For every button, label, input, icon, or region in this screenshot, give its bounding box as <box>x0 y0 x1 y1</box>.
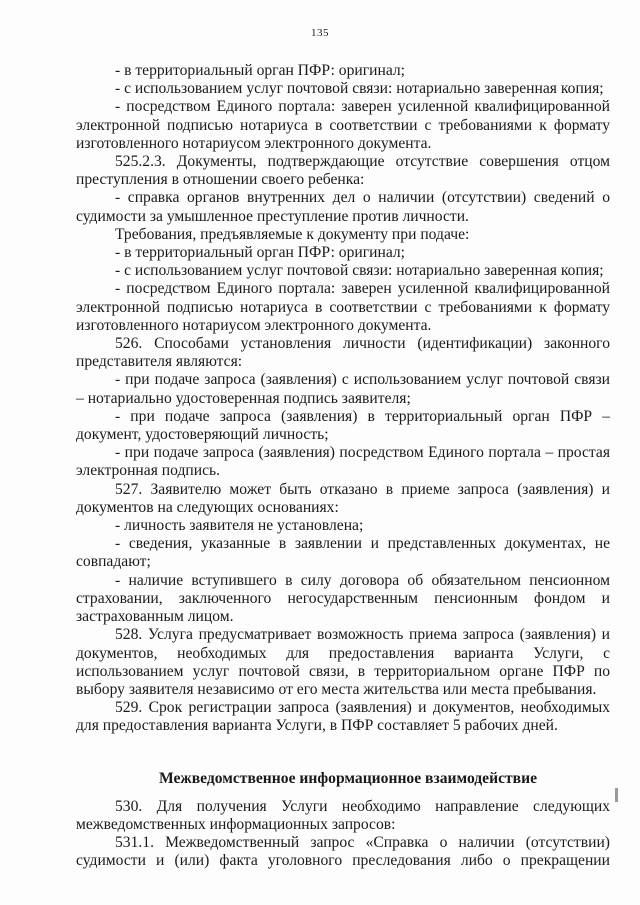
paragraph: - личность заявителя не установлена; <box>115 517 364 535</box>
section-heading: Межведомственное информационное взаимодействие <box>159 769 537 787</box>
page-number: 135 <box>311 27 329 39</box>
paragraph: - в территориальный орган ПФР: оригинал; <box>115 244 406 262</box>
paragraph: - с использованием услуг почтовой связи: нотариально заверенная копия; <box>115 262 604 280</box>
paragraph: 526. Способами установления личности (идентификации) законного представителя являются: <box>76 335 610 371</box>
paragraph: 530. Для получения Услуги необходимо направление следующих межведомственных информационных запросов: <box>76 797 610 833</box>
paragraph: - при подаче запроса (заявления) посредством Единого портала – простая электронная подпись. <box>76 444 610 480</box>
document-body <box>76 62 610 871</box>
paragraph: 529. Срок регистрации запроса (заявления) и документов, необходимых для предоставления варианта Услуги, в ПФР составляет 5 рабочих дней. <box>76 699 610 735</box>
paragraph: 528. Услуга предусматривает возможность приема запроса (заявления) и документов, необходимых для предоставления варианта Услуги, с использованием услуг почтовой связи, в территориальном органе ПФР по выбору заявителя независимо от его места жительства или места пребывания. <box>76 626 610 698</box>
paragraph: 525.2.3. Документы, подтверждающие отсутствие совершения отцом преступления в отношении своего ребенка: <box>76 153 610 189</box>
paragraph: - при подаче запроса (заявления) в территориальный орган ПФР – документ, удостоверяющий личность; <box>76 407 610 444</box>
paragraph: 531.1. Межведомственный запрос «Справка о наличии (отсутствии) судимости и (или) факта уголовного преследования либо о прекращении <box>76 834 610 870</box>
paragraph: - сведения, указанные в заявлении и представленных документах, не совпадают; <box>76 535 610 571</box>
paragraph: - с использованием услуг почтовой связи: нотариально заверенная копия; <box>115 80 604 98</box>
paragraph: 527. Заявителю может быть отказано в приеме запроса (заявления) и документов на следующих основаниях: <box>76 480 610 516</box>
paragraph: Требования, предъявляемые к документу при подаче: <box>115 225 470 243</box>
paragraph: - в территориальный орган ПФР: оригинал; <box>115 62 406 79</box>
scan-artifact-mark <box>615 788 618 802</box>
paragraph: - посредством Единого портала: заверен усиленной квалифицированной электронной подписью нотариуса в соответствии с требованиями к формату изготовленного нотариусом электронного документа. <box>76 280 610 334</box>
paragraph: - при подаче запроса (заявления) с использованием услуг почтовой связи – нотариально удостоверенная подпись заявителя; <box>76 371 610 407</box>
paragraph: - посредством Единого портала: заверен усиленной квалифицированной электронной подписью нотариуса в соответствии с требованиями к формату изготовленного нотариусом электронного документа. <box>76 98 610 152</box>
paragraph: - справка органов внутренних дел о наличии (отсутствии) сведений о судимости за умышленное преступление против личности. <box>76 189 610 225</box>
paragraph: - наличие вступившего в силу договора об обязательном пенсионном страховании, заключенного негосударственным пенсионным фондом и застрахованным лицом. <box>76 571 610 626</box>
